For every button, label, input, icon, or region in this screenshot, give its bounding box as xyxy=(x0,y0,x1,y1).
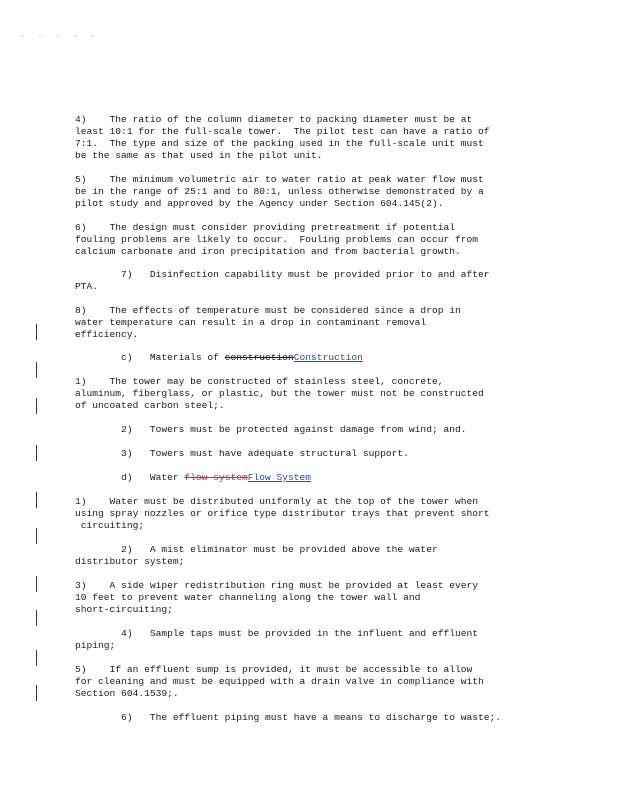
heading-materials: c) Materials of constructionConstruction xyxy=(75,352,363,363)
change-bar xyxy=(36,528,37,544)
change-bar xyxy=(36,362,37,378)
flow-item-6: 6) The effluent piping must have a means to discharge to waste;. xyxy=(75,712,502,723)
item-4: 4) The ratio of the column diameter to packing diameter must be at least 10:1 for the full-scale tower. The pilot test can have a ratio of 7:1. The type and size of the packing used in the full-scale unit must be the same as that used in the pilot unit. xyxy=(75,114,490,161)
item-7: 7) Disinfection capability must be provided prior to and after PTA. xyxy=(75,269,490,292)
materials-item-1: 1) The tower may be constructed of stainless steel, concrete, aluminum, fiberglass, or plastic, but the tower must not be constructed of uncoated carbon steel;. xyxy=(75,376,484,411)
change-bar xyxy=(36,576,37,592)
change-bar xyxy=(36,685,37,701)
materials-item-3: 3) Towers must have adequate structural support. xyxy=(75,448,409,459)
item-5: 5) The minimum volumetric air to water ratio at peak water flow must be in the range of 25:1 and to 80:1, unless otherwise demonstrated by a pilot study and approved by the Agency under Section 604.145(2). xyxy=(75,174,484,209)
inserted-text: Construction xyxy=(293,352,363,363)
deleted-text: construction xyxy=(224,352,294,363)
header-marks: · · · · · xyxy=(20,32,100,41)
inserted-text: Flow System xyxy=(247,472,312,483)
flow-item-5: 5) If an effluent sump is provided, it must be accessible to allow for cleaning and must be equipped with a drain valve in compliance with Section 604.1539;. xyxy=(75,664,484,699)
flow-item-3: 3) A side wiper redistribution ring must be provided at least every 10 feet to prevent water channeling along the tower wall and short-circuiting; xyxy=(75,580,479,615)
materials-item-2: 2) Towers must be protected against damage from wind; and. xyxy=(75,424,467,435)
flow-item-4: 4) Sample taps must be provided in the influent and effluent piping; xyxy=(75,628,479,651)
heading-water-flow: d) Water flow systemFlow System xyxy=(75,472,312,483)
change-bar xyxy=(36,398,37,414)
change-bar xyxy=(36,492,37,508)
change-bar xyxy=(36,650,37,666)
item-6: 6) The design must consider providing pretreatment if potential fouling problems are likely to occur. Fouling problems can occur from calcium carbonate and iron precipitation and from bacterial growth. xyxy=(75,222,479,257)
deleted-text: flow system xyxy=(184,472,248,483)
flow-item-1: 1) Water must be distributed uniformly at the top of the tower when using spray nozzles or orifice type distributor trays that prevent short circuiting; xyxy=(75,496,490,531)
change-bar xyxy=(36,610,37,626)
change-bar xyxy=(36,445,37,461)
change-bar xyxy=(36,324,37,340)
flow-item-2: 2) A mist eliminator must be provided above the water distributor system; xyxy=(75,544,438,567)
item-8: 8) The effects of temperature must be considered since a drop in water temperature can result in a drop in contaminant removal efficiency. xyxy=(75,305,461,340)
